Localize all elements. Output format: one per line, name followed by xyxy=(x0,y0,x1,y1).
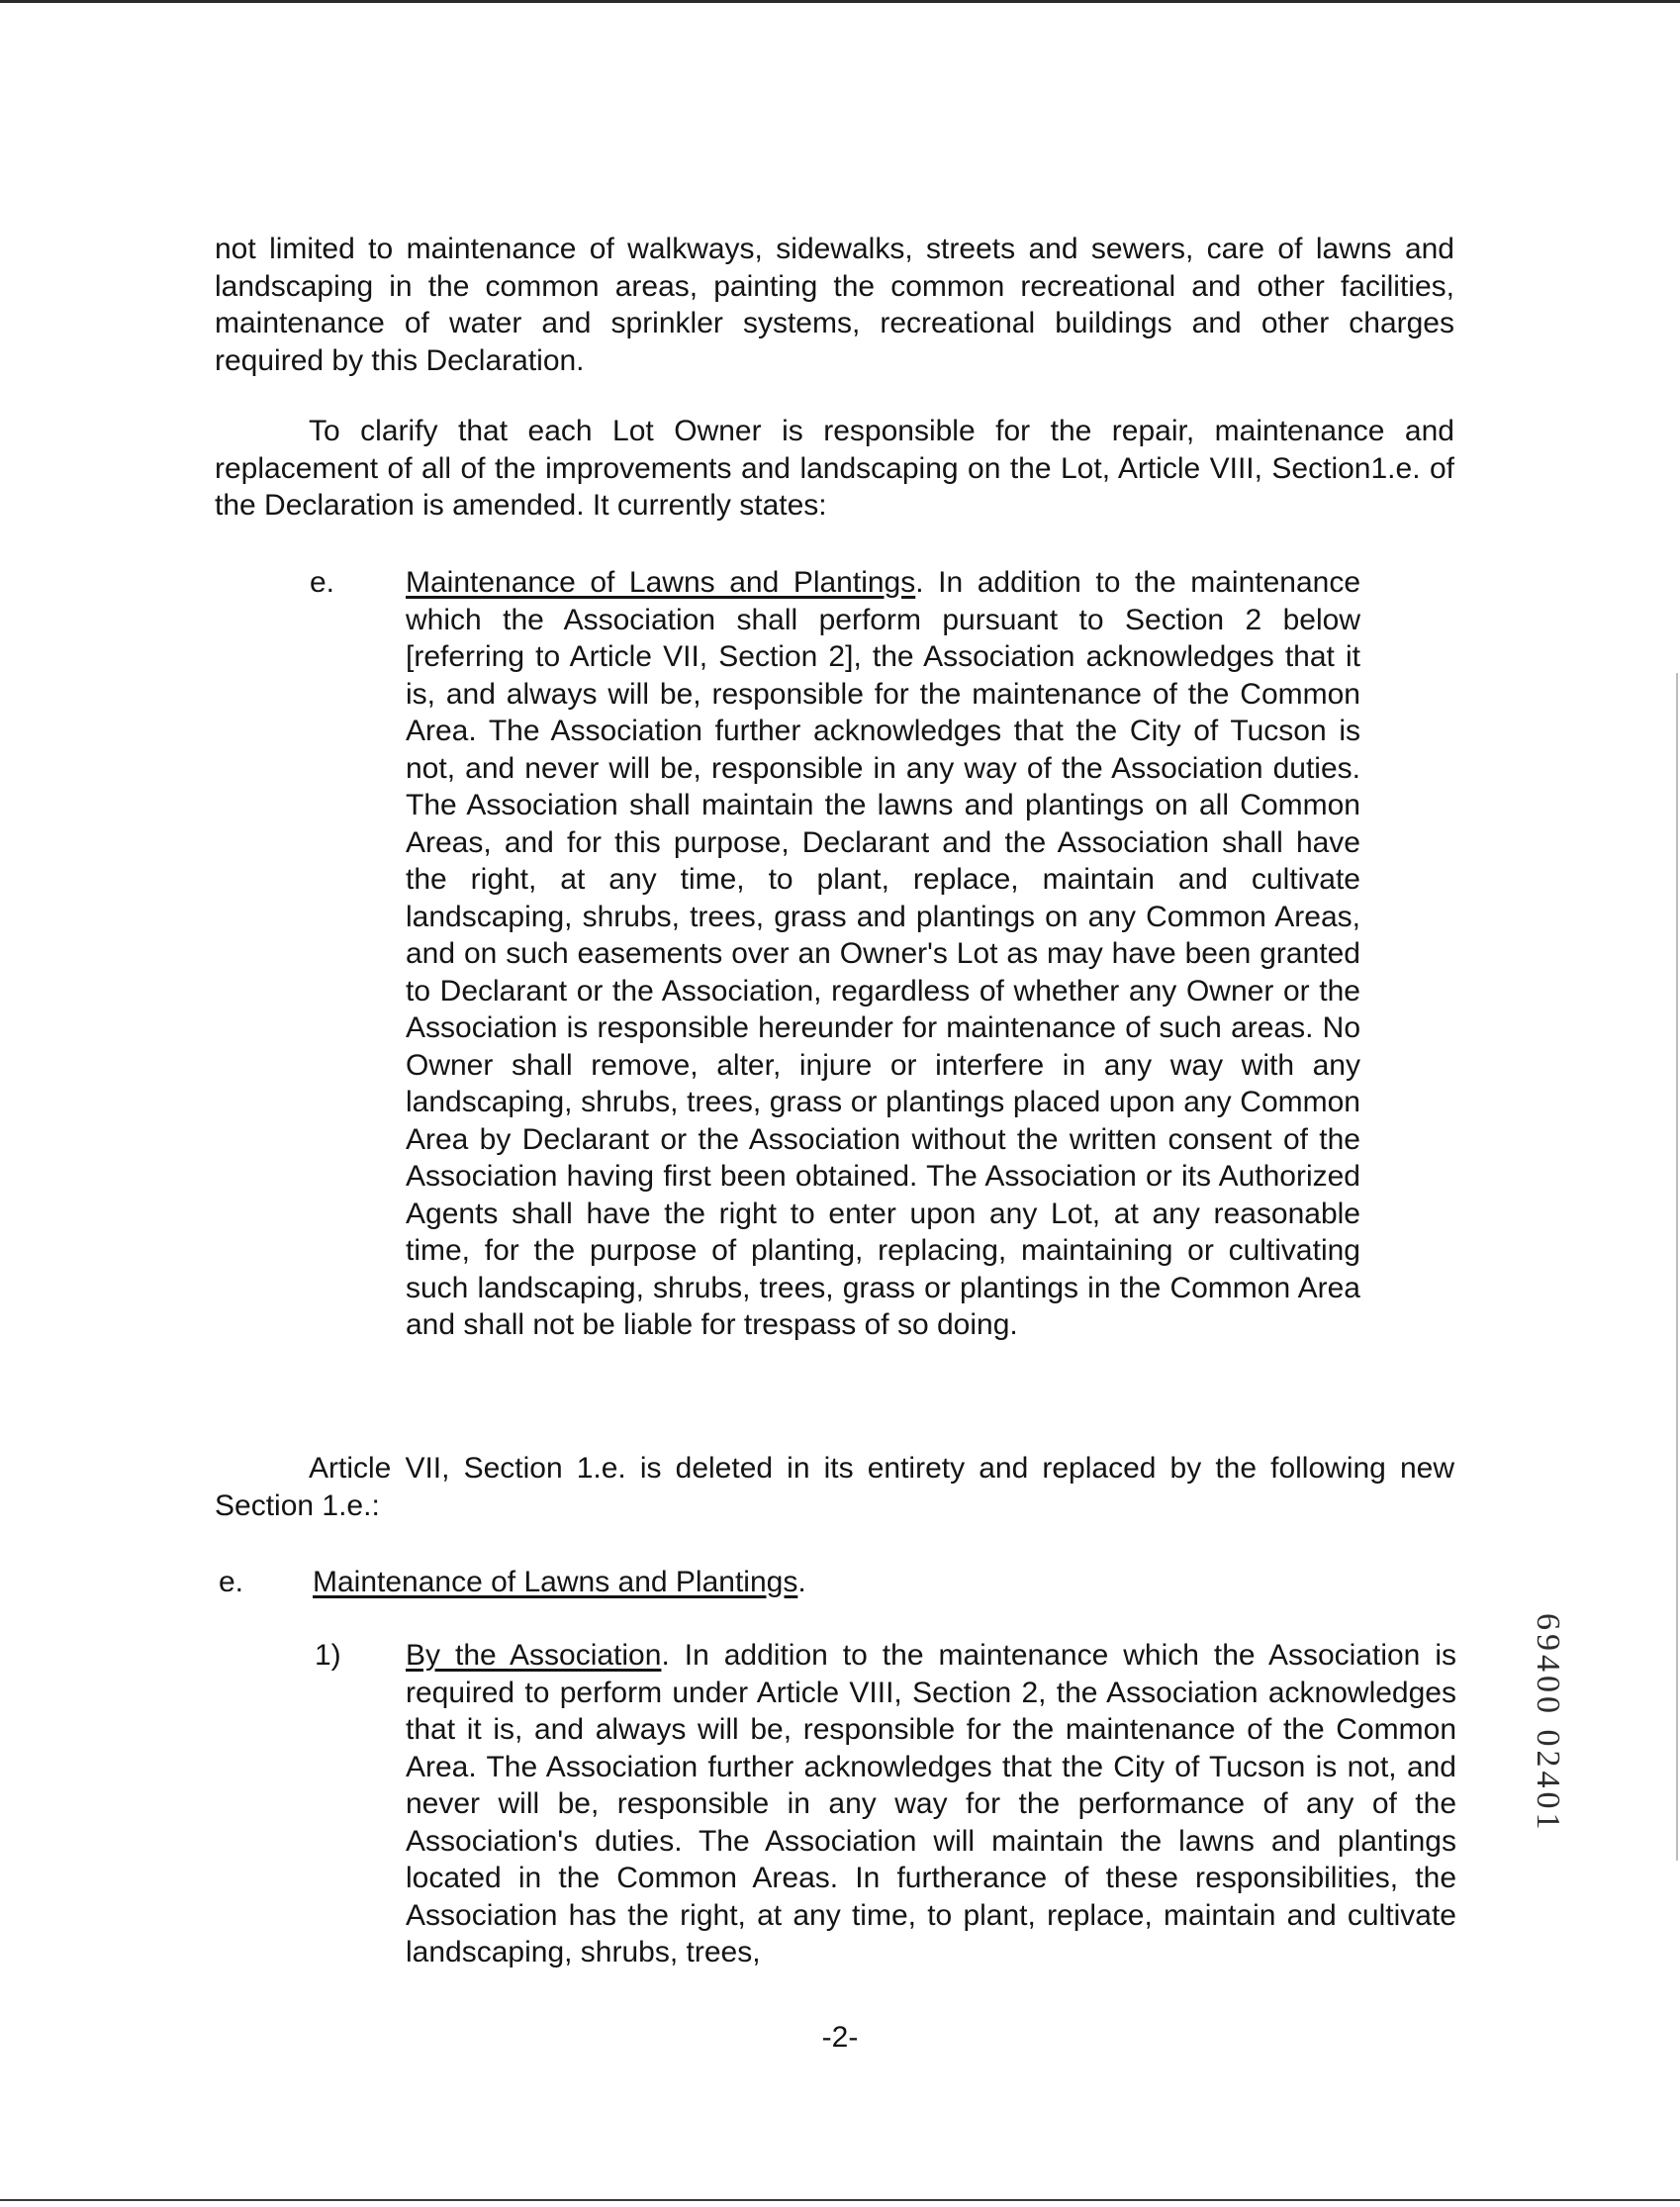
paragraph-1: not limited to maintenance of walkways, sidewalks, streets and sewers, care of lawns and landscaping in the common areas, painting the common recreational and other facilities, maintenance of water and sprinkler systems, recreational buildings and other charges required by this Declaration. xyxy=(215,233,1454,377)
item-1-marker: 1) xyxy=(315,1639,341,1672)
quoted-section-heading: Maintenance of Lawns and Plantings xyxy=(406,566,916,599)
paragraph-2: To clarify that each Lot Owner is responsible for the repair, maintenance and replacement of all of the improvements and landscaping on the Lot, Article VIII, Section1.e. of the Declaration is amended. It currently states: xyxy=(215,415,1454,522)
quoted-section-marker: e. xyxy=(310,566,335,599)
item-1-body: . In addition to the maintenance which the Association is required to perform under Article VIII, Section 2, the Association acknowledges that it is, and always will be, responsible for the maintenance of the Common Area. The Association further acknowledges that the City of Tucson is not, and never will be, responsible in any way for the performance of any of the Association's duties. The Association will maintain the lawns and plantings located in the Common Areas. In furtherance of these responsibilities, the Association has the right, at any time, to plant, replace, maintain and cultivate landscaping, shrubs, trees, xyxy=(406,1639,1456,1968)
paragraph-3: Article VII, Section 1.e. is deleted in its entirety and replaced by the following new Section 1.e.: xyxy=(215,1452,1454,1522)
scan-edge-right xyxy=(1676,673,1678,1861)
page-number: -2- xyxy=(821,2021,859,2054)
item-1-heading: By the Association xyxy=(406,1639,662,1672)
new-section-heading-line xyxy=(313,1564,1203,1601)
item-1-text xyxy=(406,1637,1456,1971)
new-section-marker: e. xyxy=(219,1566,244,1598)
side-stamp: 69400 02401 xyxy=(1530,1613,1566,1834)
quoted-section-text xyxy=(406,564,1360,1344)
new-section-heading: Maintenance of Lawns and Plantings xyxy=(313,1566,798,1598)
scan-edge-bottom xyxy=(0,2199,1680,2201)
scan-edge-top xyxy=(0,0,1680,3)
quoted-section-body: . In addition to the maintenance which the Association shall perform pursuant to Section 2 below [referring to Article VII, Section 2], the Association acknowledges that it is, and always will be, responsible for the maintenance of the Common Area. The Association further acknowledges that the City of Tucson is not, and never will be, responsible in any way of the Association duties. The Association shall maintain the lawns and plantings on all Common Areas, and for this purpose, Declarant and the Association shall have the right, at any time, to plant, replace, maintain and cultivate landscaping, shrubs, trees, grass and plantings on any Common Areas, and on such easements over an Owner's Lot as may have been granted to Declarant or the Association, regardless of whether any Owner or the Association is responsible hereunder for maintenance of such areas. No Owner shall remove, alter, injure or interfere in any way with any landscaping, shrubs, trees, grass or plantings placed upon any Common Area by Declarant or the Association without the written consent of the Association having first been obtained. The Association or its Authorized Agents shall have the right to enter upon any Lot, at any reasonable time, for the purpose of planting, replacing, maintaining or cultivating such landscaping, shrubs, trees, grass or plantings in the Common Area and shall not be liable for trespass of so doing. xyxy=(406,566,1361,1341)
new-section-heading-suffix: . xyxy=(797,1566,806,1598)
